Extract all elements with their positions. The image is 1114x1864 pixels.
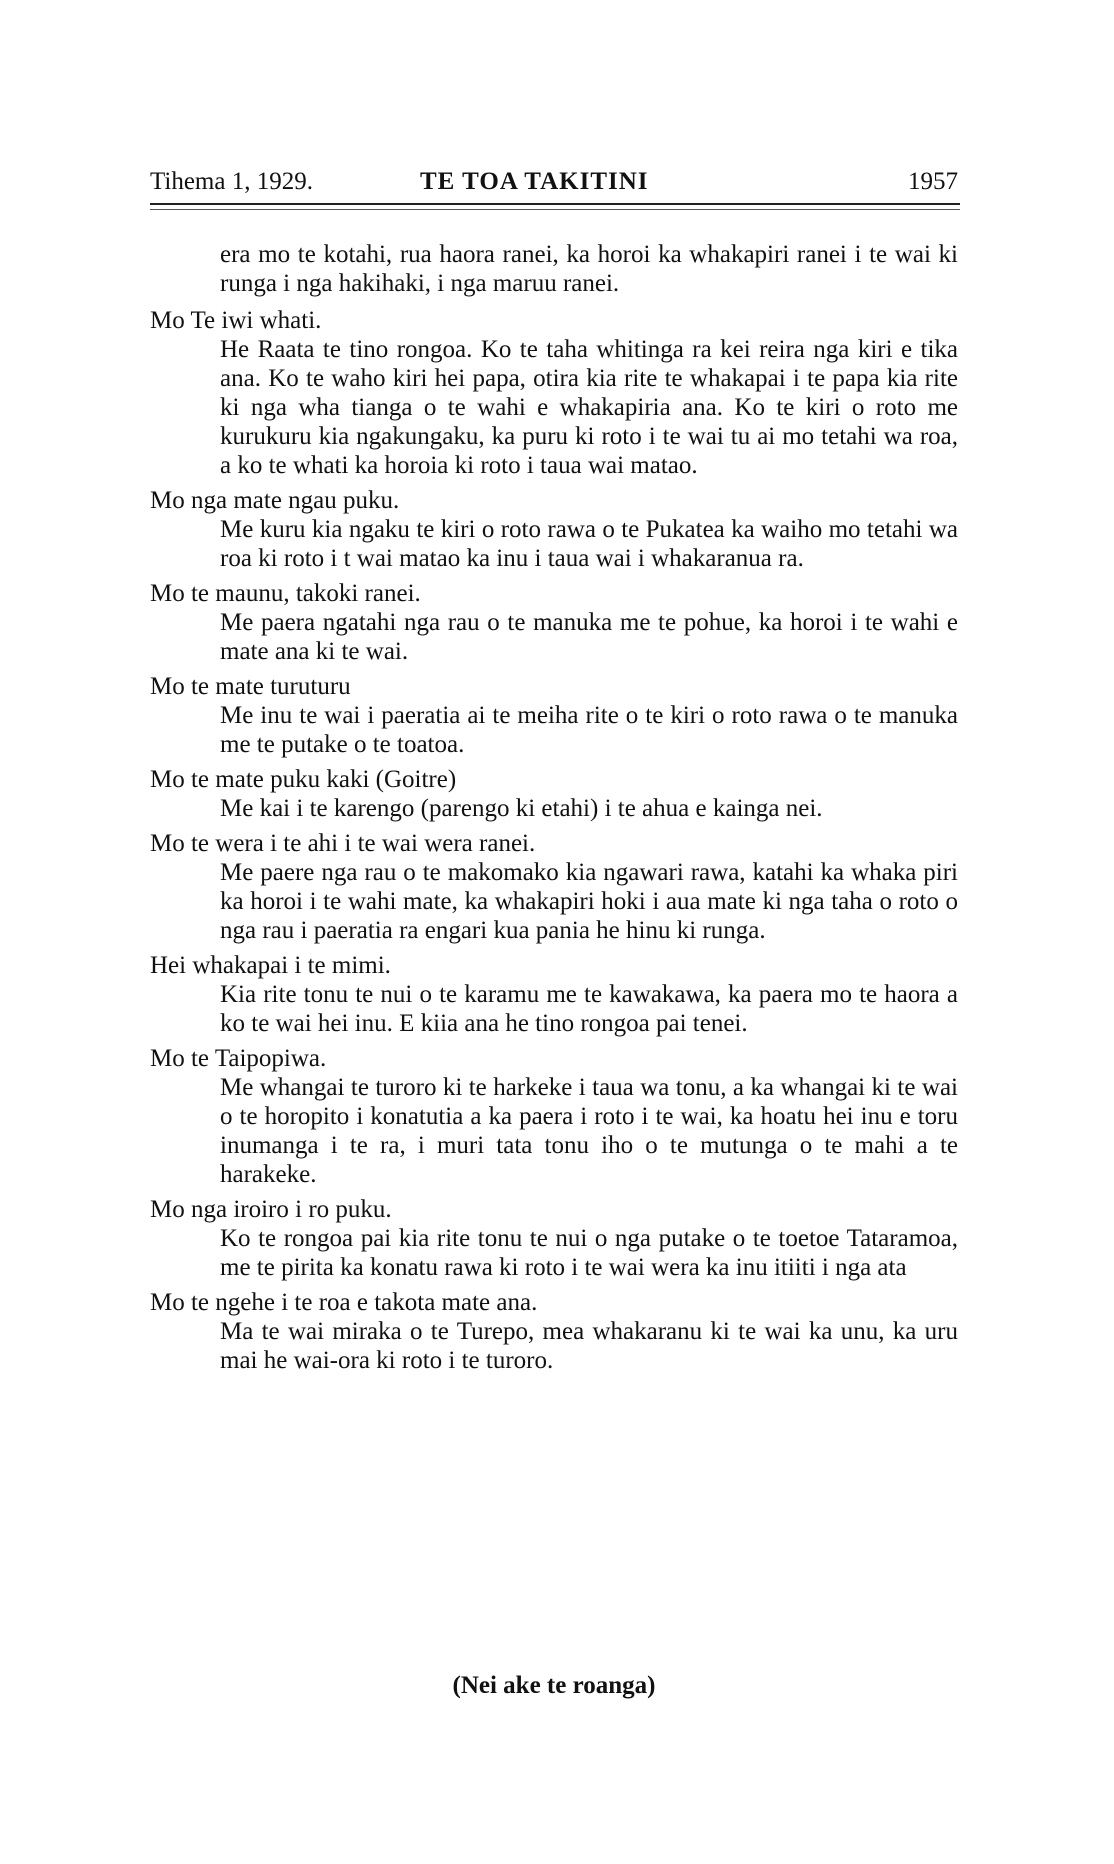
remedy-heading: Mo te ngehe i te roa e takota mate ana. — [150, 1289, 538, 1316]
remedy-heading: Mo te maunu, takoki ranei. — [150, 580, 421, 607]
remedy-text: Me whangai te turoro ki te harkeke i taua wa tonu, a ka whangai ki te wai o te horopito i konatutia a ka paera i roto i te wai, ka hoatu hei inu e toru inumanga i te ra, i muri tata tonu iho o te mutunga o te mahi a te harakeke. — [220, 1074, 958, 1188]
remedy-heading: Mo nga iroiro i ro puku. — [150, 1196, 392, 1223]
remedy-text: Kia rite tonu te nui o te karamu me te kawakawa, ka paera mo te haora a ko te wai hei inu. E kiia ana he tino rongoa pai tenei. — [220, 981, 958, 1037]
page-number: 1957 — [908, 168, 958, 195]
remedy-entry — [150, 829, 958, 945]
remedy-entry — [150, 579, 958, 666]
remedy-entry — [150, 1195, 958, 1282]
remedy-text: Me inu te wai i paeratia ai te meiha rite o te kiri o roto rawa o te manuka me te putake o te toatoa. — [220, 702, 958, 758]
remedy-text: Me paere nga rau o te makomako kia ngawari rawa, katahi ka whaka piri ka horoi i te wahi mate, ka whakapiri hoki i aua mate ki nga taha o roto o nga rau i paeratia ra engari kua pania he hinu ki runga. — [220, 859, 958, 944]
remedy-heading: Mo te wera i te ahi i te wai wera ranei. — [150, 830, 536, 857]
remedy-text: He Raata te tino rongoa. Ko te taha whitinga ra kei reira nga kiri e tika ana. Ko te waho kiri hei papa, otira kia rite te whakapai i te papa kia rite ki nga wha tianga o te wahi e whakapiria ana. Ko te kiri o roto me kurukuru kia ngakungaku, ka puru ki roto i te wai tu ai mo tetahi wa roa, a ko te whati ka horoia ki roto i taua wai matao. — [220, 336, 958, 479]
remedy-heading: Mo te Taipopiwa. — [150, 1045, 327, 1072]
remedy-heading: Mo te mate puku kaki (Goitre) — [150, 766, 457, 793]
remedy-heading: Mo nga mate ngau puku. — [150, 487, 400, 514]
remedy-text: Ko te rongoa pai kia rite tonu te nui o nga putake o te toetoe Tataramoa, me te pirita ka konatu rawa ki roto i te wai wera ka inu itiiti i nga ata — [220, 1225, 958, 1281]
remedy-text: Me kai i te karengo (parengo ki etahi) i te ahua e kainga nei. — [220, 795, 823, 822]
remedy-heading: Hei whakapai i te mimi. — [150, 952, 391, 979]
page-header — [150, 168, 958, 198]
remedy-entry — [150, 306, 958, 480]
header-rule-thin — [150, 209, 960, 210]
newspaper-title: TE TOA TAKITINI — [420, 168, 649, 195]
intro-paragraph: era mo te kotahi, rua haora ranei, ka horoi ka whakapiri ranei i te wai ki runga i nga hakihaki, i nga maruu ranei. — [220, 241, 958, 297]
header-date: Tihema 1, 1929. — [150, 168, 313, 195]
remedy-heading: Mo te mate turuturu — [150, 673, 351, 700]
continued-note: (Nei ake te roanga) — [452, 1672, 656, 1699]
remedy-text: Me paera ngatahi nga rau o te manuka me te pohue, ka horoi i te wahi e mate ana ki te wai. — [220, 609, 958, 665]
remedy-entry — [150, 765, 958, 823]
remedy-entry — [150, 1288, 958, 1375]
remedy-text: Me kuru kia ngaku te kiri o roto rawa o te Pukatea ka waiho mo tetahi wa roa ki roto i t wai matao ka inu i taua wai i whakaranua ra. — [220, 516, 958, 572]
remedy-entry — [150, 951, 958, 1038]
remedy-entry — [150, 486, 958, 573]
remedy-heading: Mo Te iwi whati. — [150, 307, 322, 334]
remedy-entry — [150, 1044, 958, 1189]
article-body — [150, 240, 958, 1381]
remedy-text: Ma te wai miraka o te Turepo, mea whakaranu ki te wai ka unu, ka uru mai he wai-ora ki roto i te turoro. — [220, 1318, 958, 1374]
header-rule — [150, 203, 960, 205]
remedy-entry — [150, 672, 958, 759]
